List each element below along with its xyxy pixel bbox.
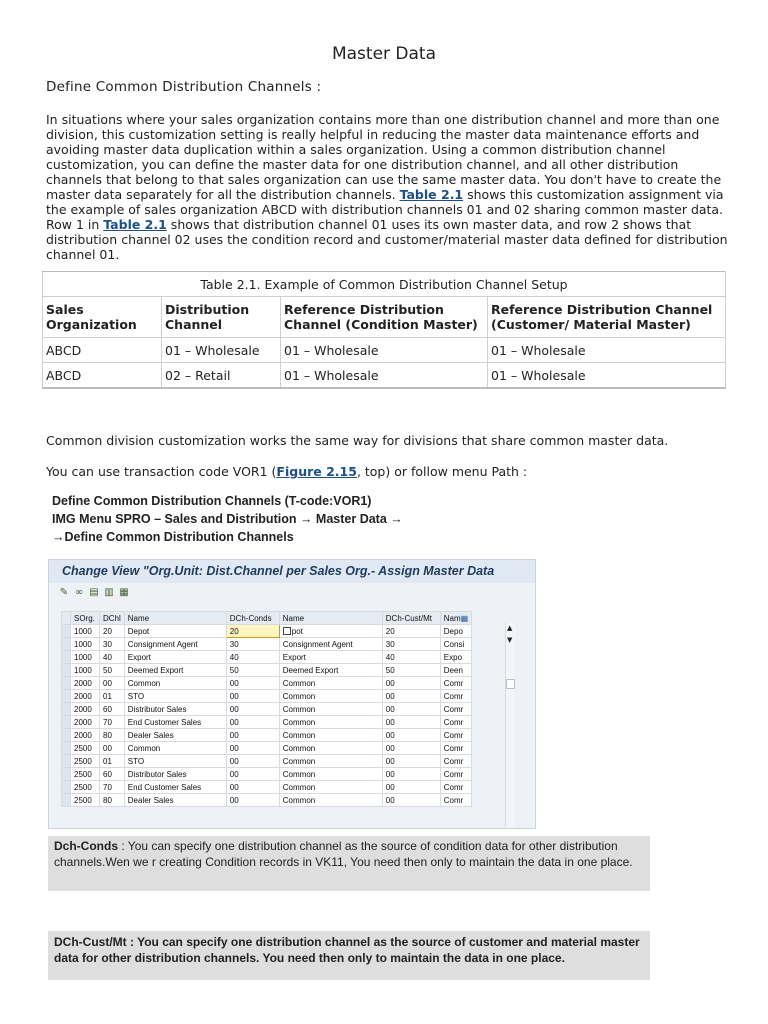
grid-cell[interactable] (226, 755, 279, 768)
grid-cell-text: Common (282, 704, 316, 714)
grid-cell (440, 651, 471, 664)
grid-cell (100, 625, 125, 638)
row-selector[interactable] (62, 768, 71, 781)
grid-cell (279, 677, 382, 690)
grid-cell (100, 664, 125, 677)
grid-cell (124, 716, 226, 729)
grid-cell-text: 01 (103, 691, 112, 701)
table-cell: 01 – Wholesale (281, 338, 488, 363)
row-selector[interactable] (62, 677, 71, 690)
grid-cell (100, 638, 125, 651)
table-row[interactable] (62, 651, 472, 664)
figure-2-15-link[interactable]: Figure 2.15 (276, 464, 357, 479)
column-header[interactable]: Name (279, 612, 382, 625)
grid-cell-text: Comr (443, 795, 464, 805)
table-cell: 02 – Retail (162, 363, 281, 389)
grid-cell-text: Consignment Agent (282, 639, 353, 649)
grid-cell-text: Export (127, 652, 151, 662)
grid-cell-text: 00 (103, 743, 112, 753)
grid-cell (100, 742, 125, 755)
grid-cell[interactable] (382, 742, 440, 755)
grid-cell-text: 00 (229, 795, 239, 805)
grid-cell-text: Common (282, 678, 316, 688)
grid-cell[interactable] (226, 664, 279, 677)
grid-cell[interactable] (382, 677, 440, 690)
note-dch-cust: DCh-Cust/Mt : You can specify one distribution channel as the source of customer and material master data for other distribution channels. You need then only to maintain the data in one place. (48, 931, 650, 980)
grid-cell-text: 00 (385, 756, 395, 766)
grid-cell (71, 716, 100, 729)
grid-cell-text: 2500 (74, 795, 92, 805)
grid-cell (279, 794, 382, 807)
grid-cell (124, 768, 226, 781)
menu-path-line: Define Common Distribution Channels (T-code:VOR1) (52, 494, 372, 508)
grid-cell-text: Depot (127, 626, 150, 636)
grid-cell (440, 625, 471, 638)
grid-cell-text: 00 (385, 717, 395, 727)
grid-cell (440, 690, 471, 703)
grid-cell[interactable] (226, 794, 279, 807)
grid-cell[interactable] (382, 755, 440, 768)
grid-cell (100, 716, 125, 729)
grid-cell-text: Common (282, 717, 316, 727)
section-heading: Define Common Distribution Channels : (46, 79, 322, 95)
grid-cell (440, 742, 471, 755)
menu-path-line: →Define Common Distribution Channels (52, 530, 294, 544)
grid-cell (100, 755, 125, 768)
grid-cell (100, 781, 125, 794)
grid-cell (100, 677, 125, 690)
grid-cell-text: 00 (385, 678, 395, 688)
grid-cell-text: 00 (385, 704, 395, 714)
grid-cell-text: Comr (443, 769, 464, 779)
grid-cell (100, 690, 125, 703)
column-header[interactable]: Name (124, 612, 226, 625)
grid-cell-text: Dealer Sales (127, 795, 174, 805)
grid-cell-text: 1000 (74, 626, 92, 636)
vor1-after: , top) or follow menu Path : (356, 464, 528, 479)
grid-cell-text: 00 (385, 782, 395, 792)
table-row[interactable] (62, 690, 472, 703)
grid-cell[interactable] (382, 794, 440, 807)
grid-cell-text: Common (282, 743, 316, 753)
grid-cell[interactable] (226, 625, 279, 638)
edit-pencil-icon[interactable]: ✎ (59, 587, 69, 598)
table-row[interactable] (62, 716, 472, 729)
grid-cell (279, 651, 382, 664)
grid-cell[interactable] (226, 677, 279, 690)
grid-cell (124, 638, 226, 651)
grid-cell-text: Consi (443, 639, 465, 649)
grid-cell-text: 20 (229, 626, 239, 636)
table-row[interactable] (62, 781, 472, 794)
intro-paragraph (46, 112, 736, 262)
row-selector[interactable] (62, 703, 71, 716)
grid-cell-text: 00 (385, 691, 395, 701)
grid-cell-text: 00 (229, 678, 239, 688)
grid-cell (279, 664, 382, 677)
grid-cell-text: Common (282, 691, 316, 701)
grid-cell (71, 690, 100, 703)
grid-cell (440, 703, 471, 716)
grid-cell (71, 677, 100, 690)
grid-cell-text: Comr (443, 691, 464, 701)
grid-cell-text: Comr (443, 717, 464, 727)
grid-cell-text: Deen (443, 665, 463, 675)
row-selector[interactable] (62, 794, 71, 807)
row-selector[interactable] (62, 664, 71, 677)
grid-cell (124, 755, 226, 768)
grid-cell-text: 1000 (74, 665, 92, 675)
table-row[interactable] (62, 755, 472, 768)
row-selector[interactable] (62, 742, 71, 755)
grid-cell (279, 768, 382, 781)
grid-cell-text: 00 (385, 769, 395, 779)
grid-cell-text: End Customer Sales (127, 782, 202, 792)
table-cell: 01 – Wholesale (162, 338, 281, 363)
table-row[interactable] (62, 768, 472, 781)
grid-cell-text: Comr (443, 678, 464, 688)
column-header[interactable]: DCh-Cust/Mt (382, 612, 440, 625)
grid-cell (124, 794, 226, 807)
table-cell: 01 – Wholesale (488, 338, 726, 363)
grid-cell-text: Comr (443, 704, 464, 714)
grid-cell-text: 00 (229, 704, 239, 714)
grid-cell-text: 50 (385, 665, 395, 675)
grid-cell[interactable] (382, 729, 440, 742)
grid-cell-text: 80 (103, 795, 112, 805)
grid-cell-text: Comr (443, 730, 464, 740)
grid-cell[interactable] (226, 651, 279, 664)
grid-cell (100, 703, 125, 716)
grid-cell (124, 742, 226, 755)
grid-cell-text: 1000 (74, 652, 92, 662)
scroll-up-icon[interactable]: ▲ (507, 624, 513, 632)
grid-cell (71, 755, 100, 768)
intro-text-b: shows this customization assignment via the example of sales organization ABCD with distribution channels 01 and 02 sharing common master data. Row 1 in (46, 187, 724, 232)
grid-cell (71, 781, 100, 794)
grid-cell[interactable] (382, 664, 440, 677)
grid-cell[interactable] (226, 768, 279, 781)
grid-cell (71, 664, 100, 677)
grid-cell (279, 690, 382, 703)
grid-cell-text: 70 (103, 782, 112, 792)
grid-cell-text: Comr (443, 743, 464, 753)
intro-text-a: In situations where your sales organization contains more than one distribution channel and more than one division, this customization setting is really helpful in reducing the master data maintenance efforts and avoiding master data duplication within a sales organization. Using a common distribution channel customization, you can define the master data for one distribution channel, and all other distribution channels that belong to that sales organization can use the same master data. You don't have to create the master data separately for all the distribution channels. (46, 112, 722, 202)
checkbox-icon[interactable] (283, 627, 291, 635)
grid-cell-text: Comr (443, 782, 464, 792)
grid-cell-text: 20 (103, 626, 112, 636)
grid-cell[interactable] (382, 781, 440, 794)
copy-icon[interactable]: ▥ (104, 587, 114, 598)
grid-cell (279, 729, 382, 742)
grid-cell (440, 781, 471, 794)
table-caption: Table 2.1. Example of Common Distribution Channel Setup (43, 272, 726, 297)
note-term: Dch-Conds (54, 839, 118, 853)
grid-cell-text: 70 (103, 717, 112, 727)
column-header[interactable]: SOrg. (71, 612, 100, 625)
vor1-text (46, 464, 527, 479)
grid-cell (71, 703, 100, 716)
grid-cell-text: Common (282, 769, 316, 779)
grid-cell[interactable] (226, 716, 279, 729)
table-2-1-link[interactable]: Table 2.1 (399, 187, 464, 202)
grid-cell-text: 00 (229, 782, 239, 792)
grid-cell (71, 794, 100, 807)
grid-cell-text: 40 (385, 652, 395, 662)
grid-cell-text: Comr (443, 756, 464, 766)
page-title: Master Data (331, 44, 437, 64)
grid-cell-text: Deemed Export (282, 665, 339, 675)
grid-cell-text: 00 (103, 678, 112, 688)
grid-cell-text: 20 (385, 626, 395, 636)
grid-cell (124, 781, 226, 794)
division-text: Common division customization works the same way for divisions that share common master data. (46, 433, 669, 448)
column-header-label: Nam (443, 613, 461, 623)
grid-cell[interactable] (226, 729, 279, 742)
grid-cell (279, 638, 382, 651)
table-header: Distribution Channel (162, 297, 281, 338)
scroll-thumb[interactable] (506, 679, 515, 689)
sap-screenshot (48, 559, 536, 829)
table-2-1-link-2[interactable]: Table 2.1 (103, 217, 167, 232)
grid-cell (100, 651, 125, 664)
grid-cell-text: 50 (103, 665, 112, 675)
column-header[interactable] (440, 612, 471, 625)
grid-cell-text: 30 (385, 639, 395, 649)
grid-cell (279, 742, 382, 755)
select-all-cell[interactable] (62, 612, 71, 625)
grid-cell-text: STO (127, 756, 145, 766)
grid-cell-text: 00 (229, 717, 239, 727)
grid-cell (71, 625, 100, 638)
table-2-1 (42, 271, 726, 389)
vor1-before: You can use transaction code VOR1 ( (46, 464, 277, 479)
table-cell: 01 – Wholesale (281, 363, 488, 389)
grid-cell (124, 729, 226, 742)
table-header: Reference Distribution Channel (Condition Master) (281, 297, 488, 338)
grid-cell[interactable] (226, 638, 279, 651)
grid-cell-text: pot (291, 626, 303, 636)
grid-cell (440, 755, 471, 768)
grid-cell (124, 664, 226, 677)
grid-cell[interactable] (382, 768, 440, 781)
grid-cell[interactable] (382, 638, 440, 651)
table-row[interactable] (62, 794, 472, 807)
grid-cell-text: 00 (229, 730, 239, 740)
table-header: Reference Distribution Channel (Customer/ Material Master) (488, 297, 726, 338)
menu-path (52, 492, 403, 546)
row-selector[interactable] (62, 651, 71, 664)
display-glasses-icon[interactable]: ∞ (74, 587, 84, 598)
grid-cell (124, 625, 226, 638)
grid-cell-text: Common (282, 730, 316, 740)
grid-cell-text: Expo (443, 652, 463, 662)
grid-cell (124, 677, 226, 690)
grid-cell[interactable] (226, 703, 279, 716)
vertical-scrollbar[interactable] (505, 623, 515, 827)
grid-cell (279, 625, 382, 638)
grid-cell-text: Common (282, 782, 316, 792)
menu-path-line: IMG Menu SPRO – Sales and Distribution → Master Data → (52, 512, 403, 526)
grid-cell-text: Consignment Agent (127, 639, 198, 649)
grid-cell (440, 768, 471, 781)
grid-cell-text: 2000 (74, 730, 92, 740)
grid-cell[interactable] (226, 690, 279, 703)
grid-cell (71, 651, 100, 664)
intro-text-c: shows that distribution channel 01 uses its own master data, and row 2 shows that distribution channel 02 uses the condition record and customer/material master data defined for distribution channel 01. (46, 217, 728, 262)
grid-cell-text: 2500 (74, 769, 92, 779)
grid-cell (71, 742, 100, 755)
table-row[interactable] (62, 729, 472, 742)
grid-cell-text: 50 (229, 665, 239, 675)
column-header[interactable]: DChl (100, 612, 125, 625)
grid-cell-text: Deemed Export (127, 665, 184, 675)
grid-cell-text: 2000 (74, 717, 92, 727)
grid-cell (124, 690, 226, 703)
grid-cell (279, 716, 382, 729)
row-selector[interactable] (62, 755, 71, 768)
grid-cell (100, 768, 125, 781)
grid-cell[interactable] (382, 703, 440, 716)
grid-cell-text: 00 (229, 756, 239, 766)
table-row[interactable] (62, 703, 472, 716)
grid-cell (71, 768, 100, 781)
row-selector[interactable] (62, 638, 71, 651)
grid-cell-text: 30 (229, 639, 239, 649)
note-dch-conds (48, 836, 650, 891)
grid-cell (279, 703, 382, 716)
row-selector[interactable] (62, 716, 71, 729)
grid-cell-text: 00 (229, 743, 239, 753)
grid-cell-text: 40 (103, 652, 112, 662)
table-row[interactable] (62, 625, 472, 638)
grid-cell (100, 794, 125, 807)
grid-cell-text: 2000 (74, 678, 92, 688)
grid-cell-text: 30 (103, 639, 112, 649)
grid-cell[interactable] (382, 690, 440, 703)
grid-cell (440, 677, 471, 690)
grid-cell-text: 00 (229, 769, 239, 779)
table-cell: ABCD (43, 363, 162, 389)
grid-cell-text: 01 (103, 756, 112, 766)
note-text: : You can specify one distribution channel as the source of condition data for other distribution channels.Wen we r creating Condition records in VK11, You need then only to maintain the data in one place. (54, 839, 633, 869)
grid-cell[interactable] (382, 625, 440, 638)
table-row[interactable] (62, 742, 472, 755)
grid-cell (279, 781, 382, 794)
grid-cell-text: Distributor Sales (127, 769, 187, 779)
grid-cell[interactable] (226, 742, 279, 755)
grid-cell-text: 00 (385, 743, 395, 753)
grid-cell-text: 2000 (74, 704, 92, 714)
table-header: Sales Organization (43, 297, 162, 338)
grid-cell[interactable] (382, 716, 440, 729)
grid-cell[interactable] (382, 651, 440, 664)
row-selector[interactable] (62, 690, 71, 703)
grid-cell (71, 638, 100, 651)
table-row[interactable] (62, 638, 472, 651)
select-all-icon[interactable]: ▦ (119, 587, 129, 598)
grid-cell-text: Depo (443, 626, 463, 636)
grid-cell-text: 2500 (74, 743, 92, 753)
grid-cell (440, 638, 471, 651)
grid-cell-text: 80 (103, 730, 112, 740)
save-icon[interactable]: ▤ (89, 587, 99, 598)
grid-cell (440, 716, 471, 729)
grid-cell-text: 60 (103, 704, 112, 714)
column-settings-icon[interactable]: ▦ (460, 613, 469, 623)
grid-cell-text: Common (127, 743, 161, 753)
grid-cell (440, 729, 471, 742)
grid-cell (71, 729, 100, 742)
row-selector[interactable] (62, 625, 71, 638)
grid-cell-text: 2000 (74, 691, 92, 701)
scroll-down-icon[interactable]: ▼ (507, 636, 513, 644)
grid-cell-text: 00 (385, 730, 395, 740)
grid-cell-text: Dealer Sales (127, 730, 174, 740)
table-cell: 01 – Wholesale (488, 363, 726, 389)
grid-cell[interactable] (226, 781, 279, 794)
table-cell: ABCD (43, 338, 162, 363)
sap-grid (61, 611, 472, 807)
column-header[interactable]: DCh-Conds (226, 612, 279, 625)
row-selector[interactable] (62, 729, 71, 742)
table-row[interactable] (62, 664, 472, 677)
grid-cell-text: Common (282, 795, 316, 805)
grid-cell (100, 729, 125, 742)
grid-cell-text: 00 (385, 795, 395, 805)
grid-cell (440, 794, 471, 807)
grid-cell-text: 60 (103, 769, 112, 779)
grid-cell (124, 651, 226, 664)
row-selector[interactable] (62, 781, 71, 794)
grid-cell (440, 664, 471, 677)
grid-cell-text: Distributor Sales (127, 704, 187, 714)
sap-toolbar (59, 587, 129, 601)
grid-cell-text: STO (127, 691, 145, 701)
grid-cell (279, 755, 382, 768)
table-row[interactable] (62, 677, 472, 690)
grid-cell-text: Common (282, 756, 316, 766)
grid-cell-text: 1000 (74, 639, 92, 649)
grid-cell-text: Common (127, 678, 161, 688)
grid-cell-text: 2500 (74, 782, 92, 792)
grid-cell (124, 703, 226, 716)
grid-cell-text: End Customer Sales (127, 717, 202, 727)
grid-cell-text: 2500 (74, 756, 92, 766)
grid-cell-text: 00 (229, 691, 239, 701)
grid-cell-text: 40 (229, 652, 239, 662)
grid-cell-text: Export (282, 652, 306, 662)
sap-window-title: Change View "Org.Unit: Dist.Channel per Sales Org.- Assign Master Data (49, 560, 535, 583)
